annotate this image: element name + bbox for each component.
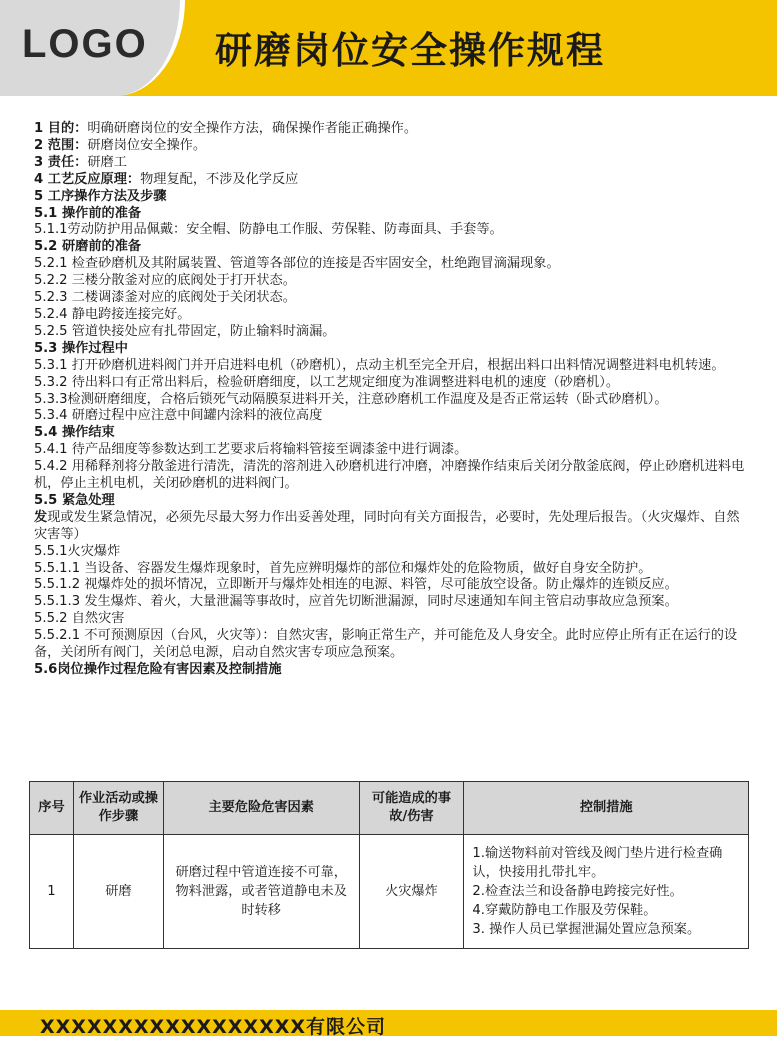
procedure-line (34, 256, 748, 273)
procedure-line (34, 425, 748, 442)
procedure-label: 5.4 操作结束 (34, 425, 115, 441)
procedure-label: 1 目的： (34, 121, 88, 136)
procedure-text: 5.5.1.2 视爆炸处的损坏情况，立即断开与爆炸处相连的电源、料管，尽可能放空设备。防止爆炸的连锁反应。 (34, 577, 678, 593)
procedure-label: 5 工序操作方法及步骤 (34, 188, 167, 204)
measure-item: 2.检查法兰和设备静电跨接完好性。 (472, 884, 683, 899)
procedure-text: 5.2.4 静电跨接连接完好。 (34, 306, 191, 322)
table-row (30, 835, 749, 949)
procedure-line (34, 510, 748, 544)
header-no: 序号 (30, 782, 74, 835)
procedure-label: 4 工艺反应原理： (34, 171, 141, 187)
procedure-label: 5.1 操作前的准备 (34, 205, 142, 221)
procedure-line (34, 341, 748, 358)
logo-placeholder (0, 0, 185, 96)
procedure-text: 现或发生紧急情况，必须先尽最大努力作出妥善处理，同时向有关方面报告，必要时，先处理后报告。（火灾爆炸、自然灾害等） (34, 509, 740, 542)
procedure-text: 5.5.2.1 不可预测原因（台风，火灾等）：自然灾害，影响正常生产，并可能危及人身安全。此时应停止所有正在运行的设备，关闭所有阀门，关闭总电源，启动自然灾害专项应急预案。 (34, 628, 738, 661)
procedure-line (34, 290, 748, 307)
procedure-text: 5.5.1火灾爆炸 (34, 543, 121, 559)
measure-item: 3. 操作人员已掌握泄漏处置应急预案。 (472, 922, 701, 937)
procedure-text: 5.1.1劳动防护用品佩戴：安全帽、防静电工作服、劳保鞋、防毒面具、手套等。 (34, 222, 503, 238)
procedure-label: 2 范围： (34, 137, 88, 153)
procedure-line (34, 594, 748, 611)
header-measures: 控制措施 (464, 782, 749, 835)
procedure-line (34, 561, 748, 578)
procedure-label: 5.3 操作过程中 (34, 340, 128, 356)
logo-text: LOGO (22, 22, 148, 66)
procedure-line (34, 239, 748, 256)
procedure-line (34, 358, 748, 375)
procedure-text: 5.2.3 二楼调漆釜对应的底阀处于关闭状态。 (34, 290, 296, 306)
procedure-text: 5.2.5 管道快接处应有扎带固定，防止输料时滴漏。 (34, 323, 336, 339)
cell-no: 1 (30, 835, 74, 949)
header-activity: 作业活动或操作步骤 (73, 782, 163, 835)
measure-item: 1.输送物料前对管线及阀门垫片进行检查确认，快接用扎带扎牢。 (472, 846, 723, 880)
procedure-line (34, 577, 748, 594)
procedure-text: 5.2.2 三楼分散釜对应的底阀处于打开状态。 (34, 273, 296, 289)
procedure-line (34, 206, 748, 223)
procedure-label: 5.5 紧急处理 (34, 492, 115, 508)
procedure-line (34, 662, 748, 679)
procedure-label: 5.2 研磨前的准备 (34, 239, 142, 255)
procedure-label: 发 (34, 509, 48, 525)
procedure-line (34, 392, 748, 409)
procedure-line (34, 324, 748, 341)
risk-table (29, 781, 749, 949)
procedure-text: 物理复配，不涉及化学反应 (140, 171, 299, 187)
header-accident: 可能造成的事故/伤害 (359, 782, 464, 835)
cell-activity: 研磨 (73, 835, 163, 949)
procedure-text: 5.5.1.3 发生爆炸、着火，大量泄漏等事故时，应首先切断泄漏源，同时尽速通知车间主管启动事故应急预案。 (34, 594, 678, 610)
procedure-line (34, 172, 748, 189)
procedure-line (34, 307, 748, 324)
footer-banner (0, 1010, 777, 1036)
procedure-line (34, 628, 748, 662)
header-hazard: 主要危险危害因素 (163, 782, 359, 835)
procedure-text: 明确研磨岗位的安全操作方法，确保操作者能正确操作。 (87, 121, 418, 136)
procedure-text: 5.3.3检测研磨细度，合格后锁死气动隔膜泵进料开关，注意砂磨机工作温度及是否正常运转（卧式砂磨机）。 (34, 391, 668, 407)
procedure-text: 5.3.4 研磨过程中应注意中间罐内涂料的液位高度 (34, 408, 323, 424)
procedure-line (34, 442, 748, 459)
procedure-label: 3 责任： (34, 154, 88, 170)
procedure-text: 5.3.1 打开砂磨机进料阀门并开启进料电机（砂磨机），点动主机至完全开启，根据出料口出料情况调整进料电机转速。 (34, 357, 725, 373)
company-name: XXXXXXXXXXXXXXXXX有限公司 (40, 1016, 387, 1038)
procedure-text (34, 121, 748, 679)
cell-hazard: 研磨过程中管道连接不可靠，物料泄露，或者管道静电未及时转移 (163, 835, 359, 949)
procedure-line (34, 544, 748, 561)
cell-measures (464, 835, 749, 949)
procedure-line (34, 155, 748, 172)
procedure-text: 5.2.1 检查砂磨机及其附属装置、管道等各部位的连接是否牢固安全，杜绝跑冒滴漏现象。 (34, 256, 560, 272)
cell-accident: 火灾爆炸 (359, 835, 464, 949)
header-banner (0, 0, 777, 96)
procedure-text: 研磨岗位安全操作。 (87, 137, 207, 153)
procedure-text: 5.4.2 用稀释剂将分散釜进行清洗，清洗的溶剂进入砂磨机进行冲磨，冲磨操作结束后关闭分散釜底阀，停止砂磨机进料电机，停止主机电机，关闭砂磨机的进料阀门。 (34, 459, 745, 492)
procedure-label: 5.6岗位操作过程危险有害因素及控制措施 (34, 662, 282, 677)
procedure-text: 5.4.1 待产品细度等参数达到工艺要求后将输料管接至调漆釜中进行调漆。 (34, 442, 468, 458)
procedure-line (34, 189, 748, 206)
procedure-line (34, 459, 748, 493)
procedure-text: 5.3.2 待出料口有正常出料后，检验研磨细度，以工艺规定细度为准调整进料电机的速度（砂磨机）。 (34, 374, 620, 390)
table-header-row (30, 782, 749, 835)
procedure-text: 5.5.2 自然灾害 (34, 611, 125, 627)
procedure-line (34, 222, 748, 239)
measure-item: 4.穿戴防静电工作服及劳保鞋。 (472, 903, 657, 918)
procedure-line (34, 273, 748, 290)
procedure-line (34, 375, 748, 392)
page-title: 研磨岗位安全操作规程 (215, 29, 605, 72)
procedure-line (34, 611, 748, 628)
procedure-line (34, 493, 748, 510)
procedure-line (34, 408, 748, 425)
procedure-line (34, 138, 748, 155)
procedure-text: 5.5.1.1 当设备、容器发生爆炸现象时，首先应辨明爆炸的部位和爆炸处的危险物质，做好自身安全防护。 (34, 560, 652, 576)
procedure-text: 研磨工 (87, 154, 127, 170)
procedure-line (34, 121, 748, 138)
